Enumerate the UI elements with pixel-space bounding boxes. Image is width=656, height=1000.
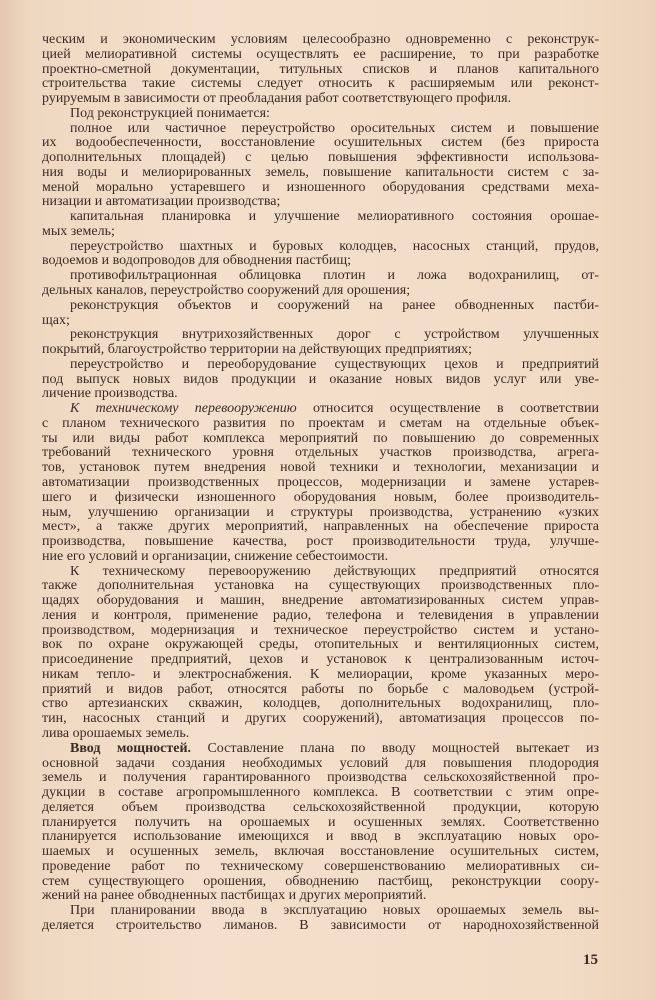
text-line xyxy=(42,240,599,255)
line-text: руируемым в зависимости от преобладания работ соответствующего профиля. xyxy=(42,92,512,107)
line-text: шаемых и осушенных земель, включая восстановление осушительных систем, xyxy=(42,845,599,860)
text-line xyxy=(42,697,599,712)
line-text: Составление плана по вводу мощностей вытекает из xyxy=(191,741,599,756)
line-text: под выпуск новых видов продукции и оказание новых видов услуг или уве- xyxy=(42,372,599,387)
text-line xyxy=(42,786,599,801)
text-line xyxy=(42,594,599,609)
line-text: ты или виды работ комплекса мероприятий по повышению до современных xyxy=(42,431,599,446)
line-text: производства, повышение качества, рост производительности труда, улучше- xyxy=(42,535,599,550)
line-text: ческим и экономическим условиям целесообразно одновременно с реконструк- xyxy=(42,33,599,47)
text-line xyxy=(42,579,599,594)
text-line xyxy=(42,195,599,210)
line-text: планируется использование имеющихся и ввод в эксплуатацию новых оро- xyxy=(42,830,599,845)
line-text: шего и физически изношенного оборудования новым, более производитель- xyxy=(42,490,599,505)
line-text: никам тепло- и электроснабжения. К мелиорации, кроме указанных меро- xyxy=(42,667,599,682)
text-line xyxy=(42,210,599,225)
text-line xyxy=(42,63,599,78)
line-text: ния воды и мелиорированных земель, повышение капитальности систем с за- xyxy=(42,165,599,180)
text-line xyxy=(42,402,599,417)
line-text: вок по охране окружающей среды, отопительных и вентиляционных систем, xyxy=(42,638,599,653)
text-line xyxy=(42,107,599,122)
text-line xyxy=(42,535,599,550)
line-text: низации и автоматизации производства; xyxy=(42,195,281,210)
line-text: лива орошаемых земель. xyxy=(42,726,190,741)
text-line xyxy=(42,476,599,491)
text-line xyxy=(42,638,599,653)
line-text: ние его условий и организации, снижение себестоимости. xyxy=(42,549,389,564)
text-line xyxy=(42,668,599,683)
line-text: противофильтрационная облицовка плотин и ложа водохранилищ, от- xyxy=(70,269,599,284)
text-line xyxy=(42,387,599,402)
text-line xyxy=(42,254,599,269)
text-line xyxy=(42,432,599,447)
line-text: переустройство шахтных и буровых колодцев, насосных станций, прудов, xyxy=(70,239,599,254)
text-line xyxy=(42,506,599,521)
line-text: личение производства. xyxy=(42,387,178,402)
text-line xyxy=(42,875,599,890)
text-line xyxy=(42,151,599,166)
line-text: покрытий, благоустройство территории на действующих предприятиях; xyxy=(42,343,472,358)
line-text: При планировании ввода в эксплуатацию новых орошаемых земель вы- xyxy=(70,904,599,919)
line-text: тов, установок путем внедрения новой техники и технологии, механизации и xyxy=(42,461,599,476)
text-line xyxy=(42,904,599,919)
text-line xyxy=(42,358,599,373)
line-text: Под реконструкцией понимается: xyxy=(70,106,270,121)
text-line xyxy=(42,565,599,580)
text-line xyxy=(42,712,599,727)
text-line xyxy=(42,889,599,904)
line-text: полное или частичное переустройство оросительных систем и повышение xyxy=(70,121,599,136)
line-text: земель и получения гарантированного производства сельскохозяйственной про- xyxy=(42,771,599,786)
text-line xyxy=(42,653,599,668)
line-text: ство артезианских скважин, колодцев, дополнительных водохранилищ, пло- xyxy=(42,697,599,712)
text-line xyxy=(42,816,599,831)
line-text: приятий и видов работ, относятся работы по борьбе с маловодьем (устрой- xyxy=(42,682,599,697)
text-line xyxy=(42,609,599,624)
page-number: 15 xyxy=(583,952,598,968)
text-line xyxy=(42,860,599,875)
line-text: автоматизации производственных процессов, модернизации и замене устарев- xyxy=(42,475,599,490)
text-line xyxy=(42,520,599,535)
line-text: тин, насосных станций и других сооружений), автоматизация процессов по- xyxy=(42,712,599,727)
line-text: их водообеспеченности, восстановление осушительных систем (без прироста xyxy=(42,136,599,151)
line-text: проектно-сметной документации, титульных списков и планов капитального xyxy=(42,62,599,77)
text-line xyxy=(42,314,599,329)
text-line xyxy=(42,225,599,240)
line-text: ления и контроля, применение радио, телефона и телевидения в управлении xyxy=(42,608,599,623)
line-text: с планом технического развития по проектам и сметам на отдельные объек- xyxy=(42,416,599,431)
text-line xyxy=(42,461,599,476)
text-line xyxy=(42,550,599,565)
text-line xyxy=(42,122,599,137)
line-text: дельных каналов, переустройство сооружений для орошения; xyxy=(42,284,411,299)
text-line xyxy=(42,417,599,432)
line-text: также дополнительная установка на существующих производственных пло- xyxy=(42,579,599,594)
line-text: проведение работ по техническому совершенствованию мелиоративных си- xyxy=(42,859,599,874)
italic-term: К техническому перевооружению xyxy=(70,402,297,417)
text-line xyxy=(42,343,599,358)
line-text: относится осуществление в соответствии xyxy=(296,402,599,417)
text-line xyxy=(42,136,599,151)
line-text: меной морально устаревшего и изношенного оборудования средствами меха- xyxy=(42,180,599,195)
text-line xyxy=(42,757,599,772)
line-text: щах; xyxy=(42,313,70,328)
text-line xyxy=(42,92,599,107)
text-line xyxy=(42,446,599,461)
text-line xyxy=(42,801,599,816)
line-text: мест», а также других мероприятий, направленных на обеспечение прироста xyxy=(42,520,599,535)
line-text: цией мелиоративной системы осуществлять ее расширение, то при разработке xyxy=(42,47,599,62)
line-text: стем существующего орошения, обводнению пастбищ, реконструкции соору- xyxy=(42,874,599,889)
text-line xyxy=(42,919,599,934)
line-text: производством, модернизация и техническое переустройство систем и устано- xyxy=(42,623,599,638)
text-line xyxy=(42,742,599,757)
line-text: дукции в составе агропромышленного комплекса. В соответствии с этим опре- xyxy=(42,786,599,801)
text-line xyxy=(42,830,599,845)
text-line xyxy=(42,683,599,698)
text-line xyxy=(42,624,599,639)
line-text: водоемов и водопроводов для обводнения пастбищ; xyxy=(42,254,352,269)
line-text: строительства такие системы следует относить к расширяемым или реконст- xyxy=(42,77,599,92)
line-text: планируется получить на орошаемых и осушенных землях. Соответственно xyxy=(42,815,599,830)
line-text: деляется строительство лиманов. В зависимости от народнохозяйственной xyxy=(42,918,599,933)
text-line xyxy=(42,48,599,63)
section-run-in-heading: Ввод мощностей. xyxy=(70,741,192,756)
text-line xyxy=(42,727,599,742)
text-line xyxy=(42,166,599,181)
line-text: деляется объем производства сельскохозяйственной продукции, которую xyxy=(42,800,599,815)
page-body-text xyxy=(42,33,599,934)
line-text: ным, улучшению организации и структуры производства, устранению «узких xyxy=(42,505,599,520)
line-text: щадях оборудования и машин, внедрение автоматизированных систем управ- xyxy=(42,594,599,609)
text-line xyxy=(42,269,599,284)
line-text: дополнительных площадей) с целью повышения эффективности использова- xyxy=(42,151,599,166)
line-text: требований технического уровня отдельных участков производства, агрега- xyxy=(42,446,599,461)
line-text: переустройство и переоборудование существующих цехов и предприятий xyxy=(70,357,599,372)
text-line xyxy=(42,299,599,314)
line-text: капитальная планировка и улучшение мелиоративного состояния орошае- xyxy=(70,210,599,225)
text-line xyxy=(42,33,599,48)
text-line xyxy=(42,491,599,506)
text-line xyxy=(42,284,599,299)
text-line xyxy=(42,181,599,196)
text-line xyxy=(42,771,599,786)
line-text: реконструкция внутрихозяйственных дорог с устройством улучшенных xyxy=(70,328,599,343)
text-line xyxy=(42,328,599,343)
line-text: К техническому перевооружению действующих предприятий относятся xyxy=(70,564,599,579)
text-line xyxy=(42,77,599,92)
line-text: жений на ранее обводненных пастбищах и других мероприятий. xyxy=(42,889,427,904)
line-text: основной задачи создания необходимых условий для повышения плодородия xyxy=(42,756,599,771)
line-text: присоединение предприятий, цехов и установок к централизованным источ- xyxy=(42,653,599,668)
text-line xyxy=(42,845,599,860)
line-text: мых земель; xyxy=(42,224,115,239)
text-line xyxy=(42,373,599,388)
line-text: реконструкция объектов и сооружений на ранее обводненных пастби- xyxy=(70,298,599,313)
